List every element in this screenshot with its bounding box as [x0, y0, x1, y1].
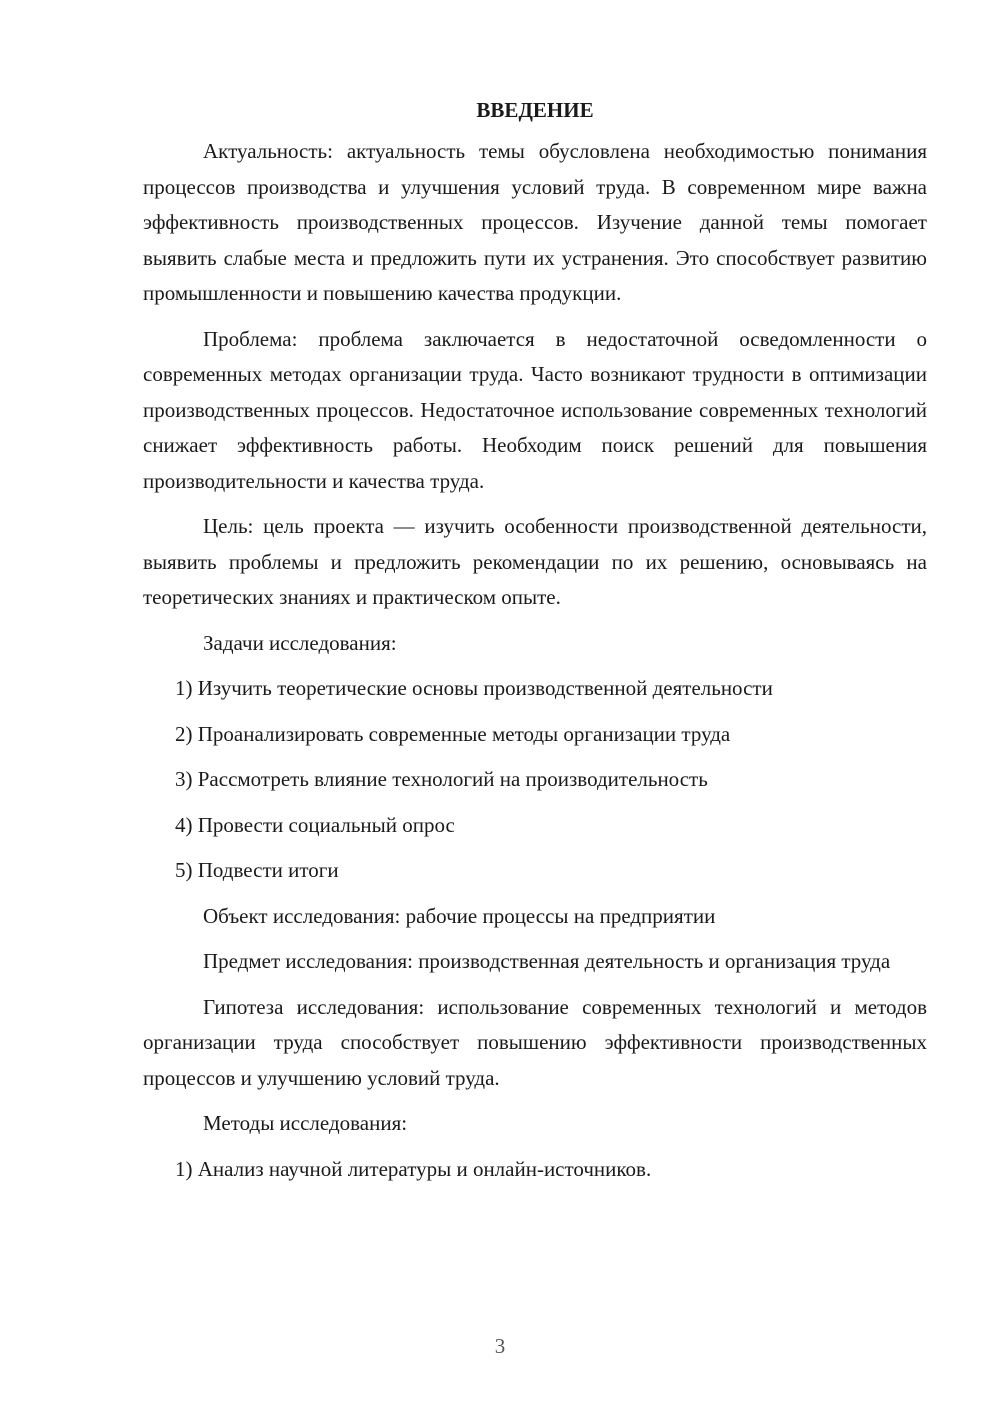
tasks-heading: Задачи исследования: [203, 630, 397, 655]
page-content [143, 96, 927, 1197]
paragraph-object: Объект исследования: рабочие процессы на предприятии [203, 903, 716, 928]
task-item-3: 3) Рассмотреть влияние технологий на производительность [175, 767, 708, 791]
task-item-1: 1) Изучить теоретические основы производственной деятельности [175, 676, 773, 700]
paragraph-relevance: Актуальность: актуальность темы обусловлена необходимостью понимания процессов производства и улучшения условий труда. В современном мире важна эффективность производственных процессов. Изучение данной темы помогает выявить слабые места и предложить пути их устранения. Это способствует развитию промышленности и повышению качества продукции. [143, 139, 927, 305]
paragraph-hypothesis: Гипотеза исследования: использование современных технологий и методов организации труда способствует повышению эффективности производственных процессов и улучшению условий труда. [143, 994, 927, 1090]
paragraph-goal: Цель: цель проекта — изучить особенности производственной деятельности, выявить проблемы и предложить рекомендации по их решению, основываясь на теоретических знаниях и практическом опыте. [143, 514, 927, 609]
task-item-2: 2) Проанализировать современные методы организации труда [175, 721, 731, 746]
paragraph-problem: Проблема: проблема заключается в недостаточной осведомленности о современных методах организации труда. Часто возникают трудности в оптимизации производственных процессов. Недостаточное использование современных технологий снижает эффективность работы. Необходим поиск решений для повышения производительности и качества труда. [143, 326, 927, 493]
task-item-5: 5) Подвести итоги [175, 858, 339, 882]
task-item-4: 4) Провести социальный опрос [175, 812, 455, 837]
method-item-1: 1) Анализ научной литературы и онлайн-источников. [175, 1156, 652, 1181]
page-title: ВВЕДЕНИЕ [476, 98, 594, 122]
page-number: 3 [494, 1334, 506, 1358]
methods-heading: Методы исследования: [203, 1111, 408, 1135]
paragraph-subject: Предмет исследования: производственная деятельность и организация труда [203, 949, 891, 973]
